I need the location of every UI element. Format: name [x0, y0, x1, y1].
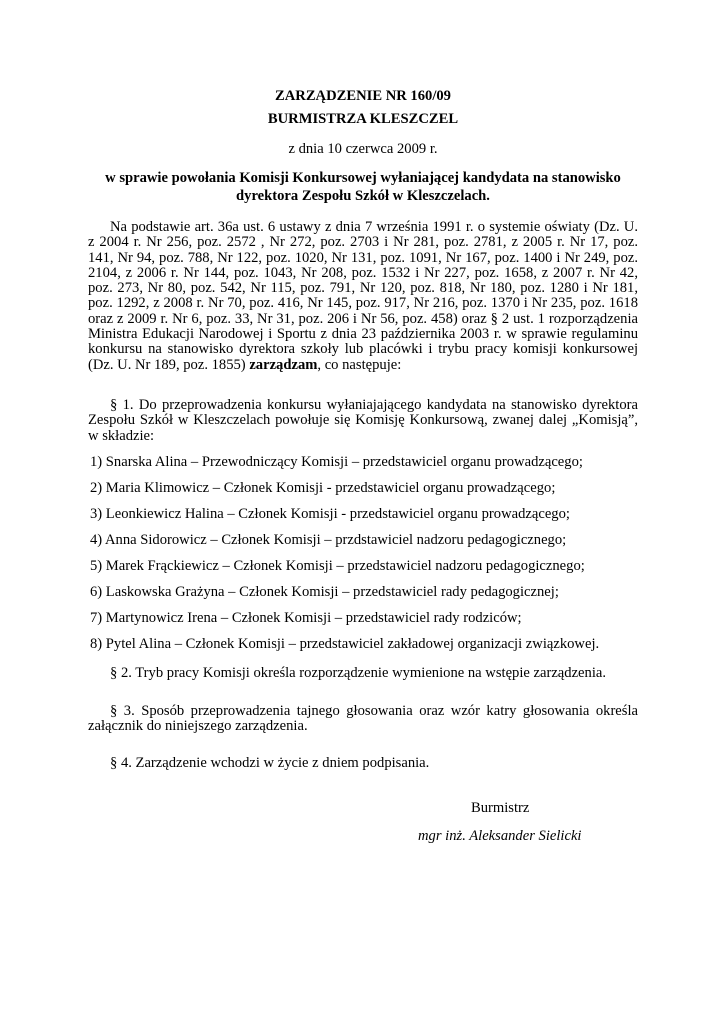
document-page: [88, 86, 638, 844]
legal-basis-bold-word: zarządzam: [249, 356, 318, 373]
legal-basis-text: Na podstawie art. 36a ust. 6 ustawy z dnia 7 września 1991 r. o systemie oświaty (Dz. U. z 2004 r. Nr 256, poz. 2572 , Nr 272, poz. 2703 i Nr 281, poz. 2781, z 2005 r. Nr 17, poz. 141, Nr 94, poz. 788, Nr 122, poz. 1020, Nr 131, poz. 1091, Nr 167, poz. 1400 i Nr 249, poz. 2104, z 2006 r. Nr 144, poz. 1043, Nr 208, poz. 1532 i Nr 227, poz. 1658, z 2007 r. Nr 42, poz. 273, Nr 80, poz. 542, Nr 115, poz. 791, Nr 120, poz. 818, Nr 180, poz. 1280 i Nr 181, poz. 1292, z 2008 r. Nr 70, poz. 416, Nr 145, poz. 917, Nr 216, poz. 1370 i Nr 235, poz. 1618 oraz z 2009 r. Nr 6, poz. 33, Nr 31, poz. 206 i Nr 56, poz. 458) oraz § 2 ust. 1 rozporządzenia Ministra Edukacji Narodowej i Sportu z dnia 23 października 2003 r. w sprawie regulaminu konkursu na stanowisko dyrektora szkoły lub placówki i trybu pracy komisji konkursowej (Dz. U. Nr 189, poz. 1855): [88, 219, 638, 373]
document-issuer: BURMISTRZA KLESZCZEL: [267, 111, 459, 127]
section-1-paragraph: § 1. Do przeprowadzenia konkursu wyłaniajającego kandydata na stanowisko dyrektora Zespołu Szkół w Kleszczelach powołuje się Komisję Konkursową, zwanej dalej „Komisją”, w składzie:: [88, 396, 638, 444]
list-item: 1) Snarska Alina – Przewodniczący Komisji – przedstawiciel organu prowadzącego;: [90, 453, 583, 470]
legal-basis-tail: , co następuje:: [317, 356, 402, 373]
legal-basis-paragraph: [88, 220, 638, 373]
signature-name: mgr inż. Aleksander Sielicki: [418, 828, 582, 844]
document-subject: [88, 169, 638, 205]
subject-line-2: dyrektora Zespołu Szkół w Kleszczelach.: [236, 188, 490, 204]
subject-line-1: w sprawie powołania Komisji Konkursowej wyłaniającej kandydata na stanowisko: [105, 170, 621, 186]
document-title: ZARZĄDZENIE NR 160/09: [275, 88, 451, 104]
list-item: 8) Pytel Alina – Członek Komisji – przedstawiciel zakładowej organizacji związkowej.: [90, 635, 600, 652]
signature-title: Burmistrz: [471, 800, 530, 816]
list-item: 5) Marek Frąckiewicz – Członek Komisji – przedstawiciel nadzoru pedagogicznego;: [90, 557, 585, 574]
list-item: 4) Anna Sidorowicz – Członek Komisji – przdstawiciel nadzoru pedagogicznego;: [90, 531, 567, 548]
document-date: z dnia 10 czerwca 2009 r.: [288, 141, 438, 157]
list-item: 6) Laskowska Grażyna – Członek Komisji – przedstawiciel rady pedagogicznej;: [90, 583, 559, 600]
list-item: 7) Martynowicz Irena – Członek Komisji – przedstawiciel rady rodziców;: [90, 609, 522, 626]
committee-members-list: [88, 455, 638, 663]
section-3-paragraph: § 3. Sposób przeprowadzenia tajnego głosowania oraz wzór katry głosowania określa załącznik do niniejszego zarządzenia.: [88, 703, 638, 735]
section-2-paragraph: § 2. Tryb pracy Komisji określa rozporządzenie wymienione na wstępie zarządzenia.: [110, 664, 607, 681]
list-item: 2) Maria Klimowicz – Członek Komisji - przedstawiciel organu prowadzącego;: [90, 479, 556, 496]
list-item: 3) Leonkiewicz Halina – Członek Komisji - przedstawiciel organu prowadzącego;: [90, 505, 570, 522]
section-4-paragraph: § 4. Zarządzenie wchodzi w życie z dniem podpisania.: [110, 754, 430, 771]
